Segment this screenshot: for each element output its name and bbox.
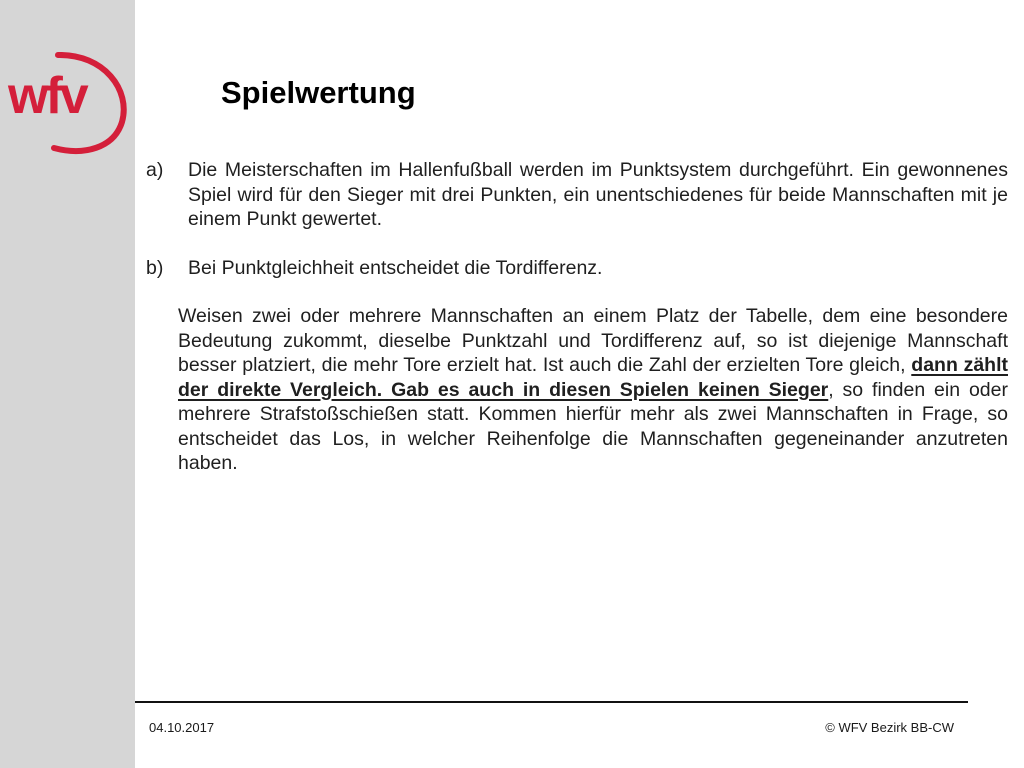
list-text-a: Die Meisterschaften im Hallenfußball werden im Punktsystem durchgeführt. Ein gewonnenes Spiel wird für den Sieger mit drei Punkten, ein unentschiedenes für beide Mannschaften mit je einem Punkt gewertet. xyxy=(188,159,1008,230)
wfv-logo-text: wfv xyxy=(8,67,86,125)
paragraph-text-before: Weisen zwei oder mehrere Mannschaften an einem Platz der Tabelle, dem eine besondere Bedeutung zukommt, dieselbe Punktzahl und Tordifferenz auf, so ist diejenige Mannschaft besser platziert, die mehr Tore erzielt hat. Ist auch die Zahl der erzielten Tore gleich, xyxy=(178,305,1008,376)
slide-content xyxy=(146,158,1008,495)
footer-date: 04.10.2017 xyxy=(149,720,215,735)
list-text-b: Bei Punktgleichheit entscheidet die Tordifferenz. xyxy=(188,256,603,279)
rule-paragraph xyxy=(178,304,1008,476)
list-marker-a: a) xyxy=(146,159,164,181)
footer-divider xyxy=(135,701,968,703)
list-item-a xyxy=(146,158,1008,232)
paragraph-emphasis: dann zählt der direkte Vergleich. Gab es auch in diesen Spielen keinen Sieger xyxy=(178,354,1008,401)
slide-title: Spielwertung xyxy=(221,75,416,110)
paragraph-text-after: , so finden ein oder mehrere Strafstoßschießen statt. Kommen hierfür mehr als zwei Mannschaften in Frage, so entscheidet das Los, in welcher Reihenfolge die Mannschaften gegeneinander anzutreten haben. xyxy=(178,378,1008,474)
sidebar xyxy=(0,0,135,768)
list-marker-b: b) xyxy=(146,256,164,279)
footer-copyright: © WFV Bezirk BB-CW xyxy=(825,720,954,735)
list-item-b xyxy=(146,256,1008,281)
